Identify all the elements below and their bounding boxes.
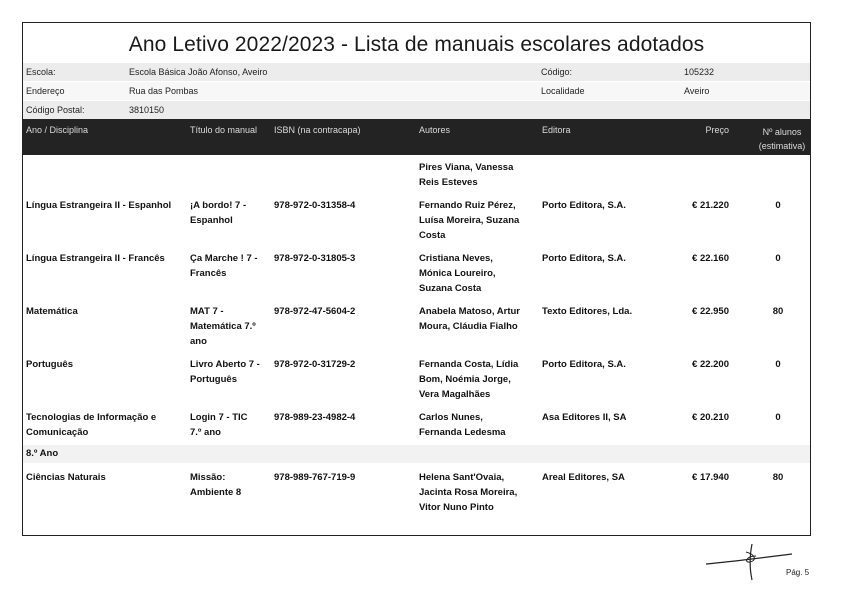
col-isbn: ISBN (na contracapa) [274, 125, 361, 135]
cell-line: 7.º ano [190, 427, 221, 438]
cell-line: Matemática 7.º [190, 321, 256, 332]
cell-editora: Porto Editora, S.A. [542, 253, 626, 264]
cell-disciplina [26, 251, 188, 266]
cell-disciplina [26, 470, 188, 485]
cell-line: Ça Marche ! 7 - [190, 253, 258, 264]
cell-titulo [190, 304, 272, 349]
cell-titulo [190, 198, 272, 228]
cell-titulo [190, 470, 272, 500]
cell-preco: € 22.200 [692, 359, 729, 370]
cell-alunos: 0 [775, 200, 781, 211]
cell-line: Vitor Nuno Pinto [419, 502, 494, 513]
endereco-label: Endereço [26, 86, 65, 96]
cell-autores [419, 251, 539, 296]
localidade-label: Localidade [541, 86, 585, 96]
col-alunos [753, 125, 811, 153]
localidade-value: Aveiro [684, 86, 710, 96]
page-number: Pág. 5 [786, 568, 810, 577]
cell-line: Francês [190, 268, 227, 279]
cell-line: Bom, Noémia Jorge, [419, 374, 511, 385]
cell-alunos: 0 [775, 412, 781, 423]
cell-line: Ambiente 8 [190, 487, 242, 498]
cell-isbn: 978-989-23-4982-4 [274, 412, 356, 423]
cell-autores [419, 410, 539, 440]
cell-line: Helena Sant'Ovaia, [419, 472, 505, 483]
cell-autores [419, 160, 539, 190]
cell-autores [419, 470, 539, 515]
cell-line: Fernando Ruiz Pérez, [419, 200, 516, 211]
info-row-escola [23, 63, 810, 81]
cell-line: Português [26, 359, 73, 370]
cell-disciplina [26, 357, 188, 372]
cell-line: Ciências Naturais [26, 472, 106, 483]
cell-isbn: 978-989-767-719-9 [274, 472, 356, 483]
cell-titulo [190, 251, 272, 281]
cell-editora: Porto Editora, S.A. [542, 359, 626, 370]
cell-line: Mónica Loureiro, [419, 268, 496, 279]
cell-isbn: 978-972-0-31805-3 [274, 253, 356, 264]
section-label: 8.º Ano [26, 448, 59, 459]
info-row-endereco [23, 82, 810, 100]
cell-line: Língua Estrangeira II - Espanhol [26, 200, 172, 211]
cell-editora: Texto Editores, Lda. [542, 306, 633, 317]
cell-line: Cristiana Neves, [419, 253, 493, 264]
cell-line: Anabela Matoso, Artur [419, 306, 520, 317]
cell-alunos: 80 [772, 472, 784, 483]
cell-autores [419, 304, 539, 334]
cell-line: Missão: [190, 472, 226, 483]
cell-editora: Areal Editores, SA [542, 472, 625, 483]
col-editora: Editora [542, 125, 571, 135]
cell-line: Moura, Cláudia Fialho [419, 321, 518, 332]
info-row-postal [23, 101, 810, 119]
cell-line: Carlos Nunes, [419, 412, 483, 423]
col-alunos-line2: (estimativa) [758, 141, 806, 151]
cell-line: Português [190, 374, 237, 385]
cell-line: Login 7 - TIC [190, 412, 248, 423]
cell-line: Vera Magalhães [419, 389, 491, 400]
cell-editora: Asa Editores II, SA [542, 412, 627, 423]
cell-alunos: 0 [775, 253, 781, 264]
cell-line: Fernanda Ledesma [419, 427, 506, 438]
cell-autores [419, 198, 539, 243]
cell-line: Espanhol [190, 215, 233, 226]
cell-preco: € 22.160 [692, 253, 729, 264]
postal-label: Código Postal: [26, 105, 85, 115]
cell-preco: € 21.220 [692, 200, 729, 211]
cell-line: Livro Aberto 7 - [190, 359, 260, 370]
cell-isbn: 978-972-0-31729-2 [274, 359, 356, 370]
cell-line: Pires Viana, Vanessa [419, 162, 514, 173]
col-autores: Autores [419, 125, 451, 135]
postal-value: 3810150 [129, 105, 165, 115]
cell-line: Reis Esteves [419, 177, 478, 188]
document-frame [22, 22, 811, 536]
signature-mark [700, 540, 800, 584]
escola-label: Escola: [26, 67, 56, 77]
cell-line: Comunicação [26, 427, 89, 438]
cell-line: ¡A bordo! 7 - [190, 200, 247, 211]
cell-preco: € 17.940 [692, 472, 729, 483]
col-titulo: Título do manual [190, 125, 258, 135]
cell-titulo [190, 410, 272, 440]
cell-titulo [190, 357, 272, 387]
cell-line: MAT 7 - [190, 306, 224, 317]
cell-preco: € 22.950 [692, 306, 729, 317]
col-alunos-line1: Nº alunos [762, 127, 802, 137]
cell-disciplina [26, 198, 188, 213]
cell-isbn: 978-972-0-31358-4 [274, 200, 356, 211]
section-header [23, 445, 810, 463]
escola-value: Escola Básica João Afonso, Aveiro [129, 67, 268, 77]
cell-line: Luísa Moreira, Suzana [419, 215, 520, 226]
cell-alunos: 80 [772, 306, 784, 317]
cell-line: ano [190, 336, 207, 347]
col-preco: Preço [705, 125, 729, 135]
cell-line: Tecnologias de Informação e [26, 412, 157, 423]
cell-line: Suzana Costa [419, 283, 482, 294]
cell-editora: Porto Editora, S.A. [542, 200, 626, 211]
table-header [23, 119, 810, 155]
page-title: Ano Letivo 2022/2023 - Lista de manuais escolares adotados [128, 33, 705, 56]
cell-disciplina [26, 410, 188, 440]
endereco-value: Rua das Pombas [129, 86, 199, 96]
cell-disciplina [26, 304, 188, 319]
cell-line: Matemática [26, 306, 78, 317]
cell-isbn: 978-972-47-5604-2 [274, 306, 356, 317]
cell-alunos: 0 [775, 359, 781, 370]
col-ano: Ano / Disciplina [26, 125, 89, 135]
codigo-value: 105232 [684, 67, 715, 77]
cell-line: Jacinta Rosa Moreira, [419, 487, 518, 498]
cell-preco: € 20.210 [692, 412, 729, 423]
cell-line: Língua Estrangeira II - Francês [26, 253, 165, 264]
cell-line: Costa [419, 230, 446, 241]
codigo-label: Código: [541, 67, 573, 77]
cell-autores [419, 357, 539, 402]
cell-line: Fernanda Costa, Lídia [419, 359, 519, 370]
